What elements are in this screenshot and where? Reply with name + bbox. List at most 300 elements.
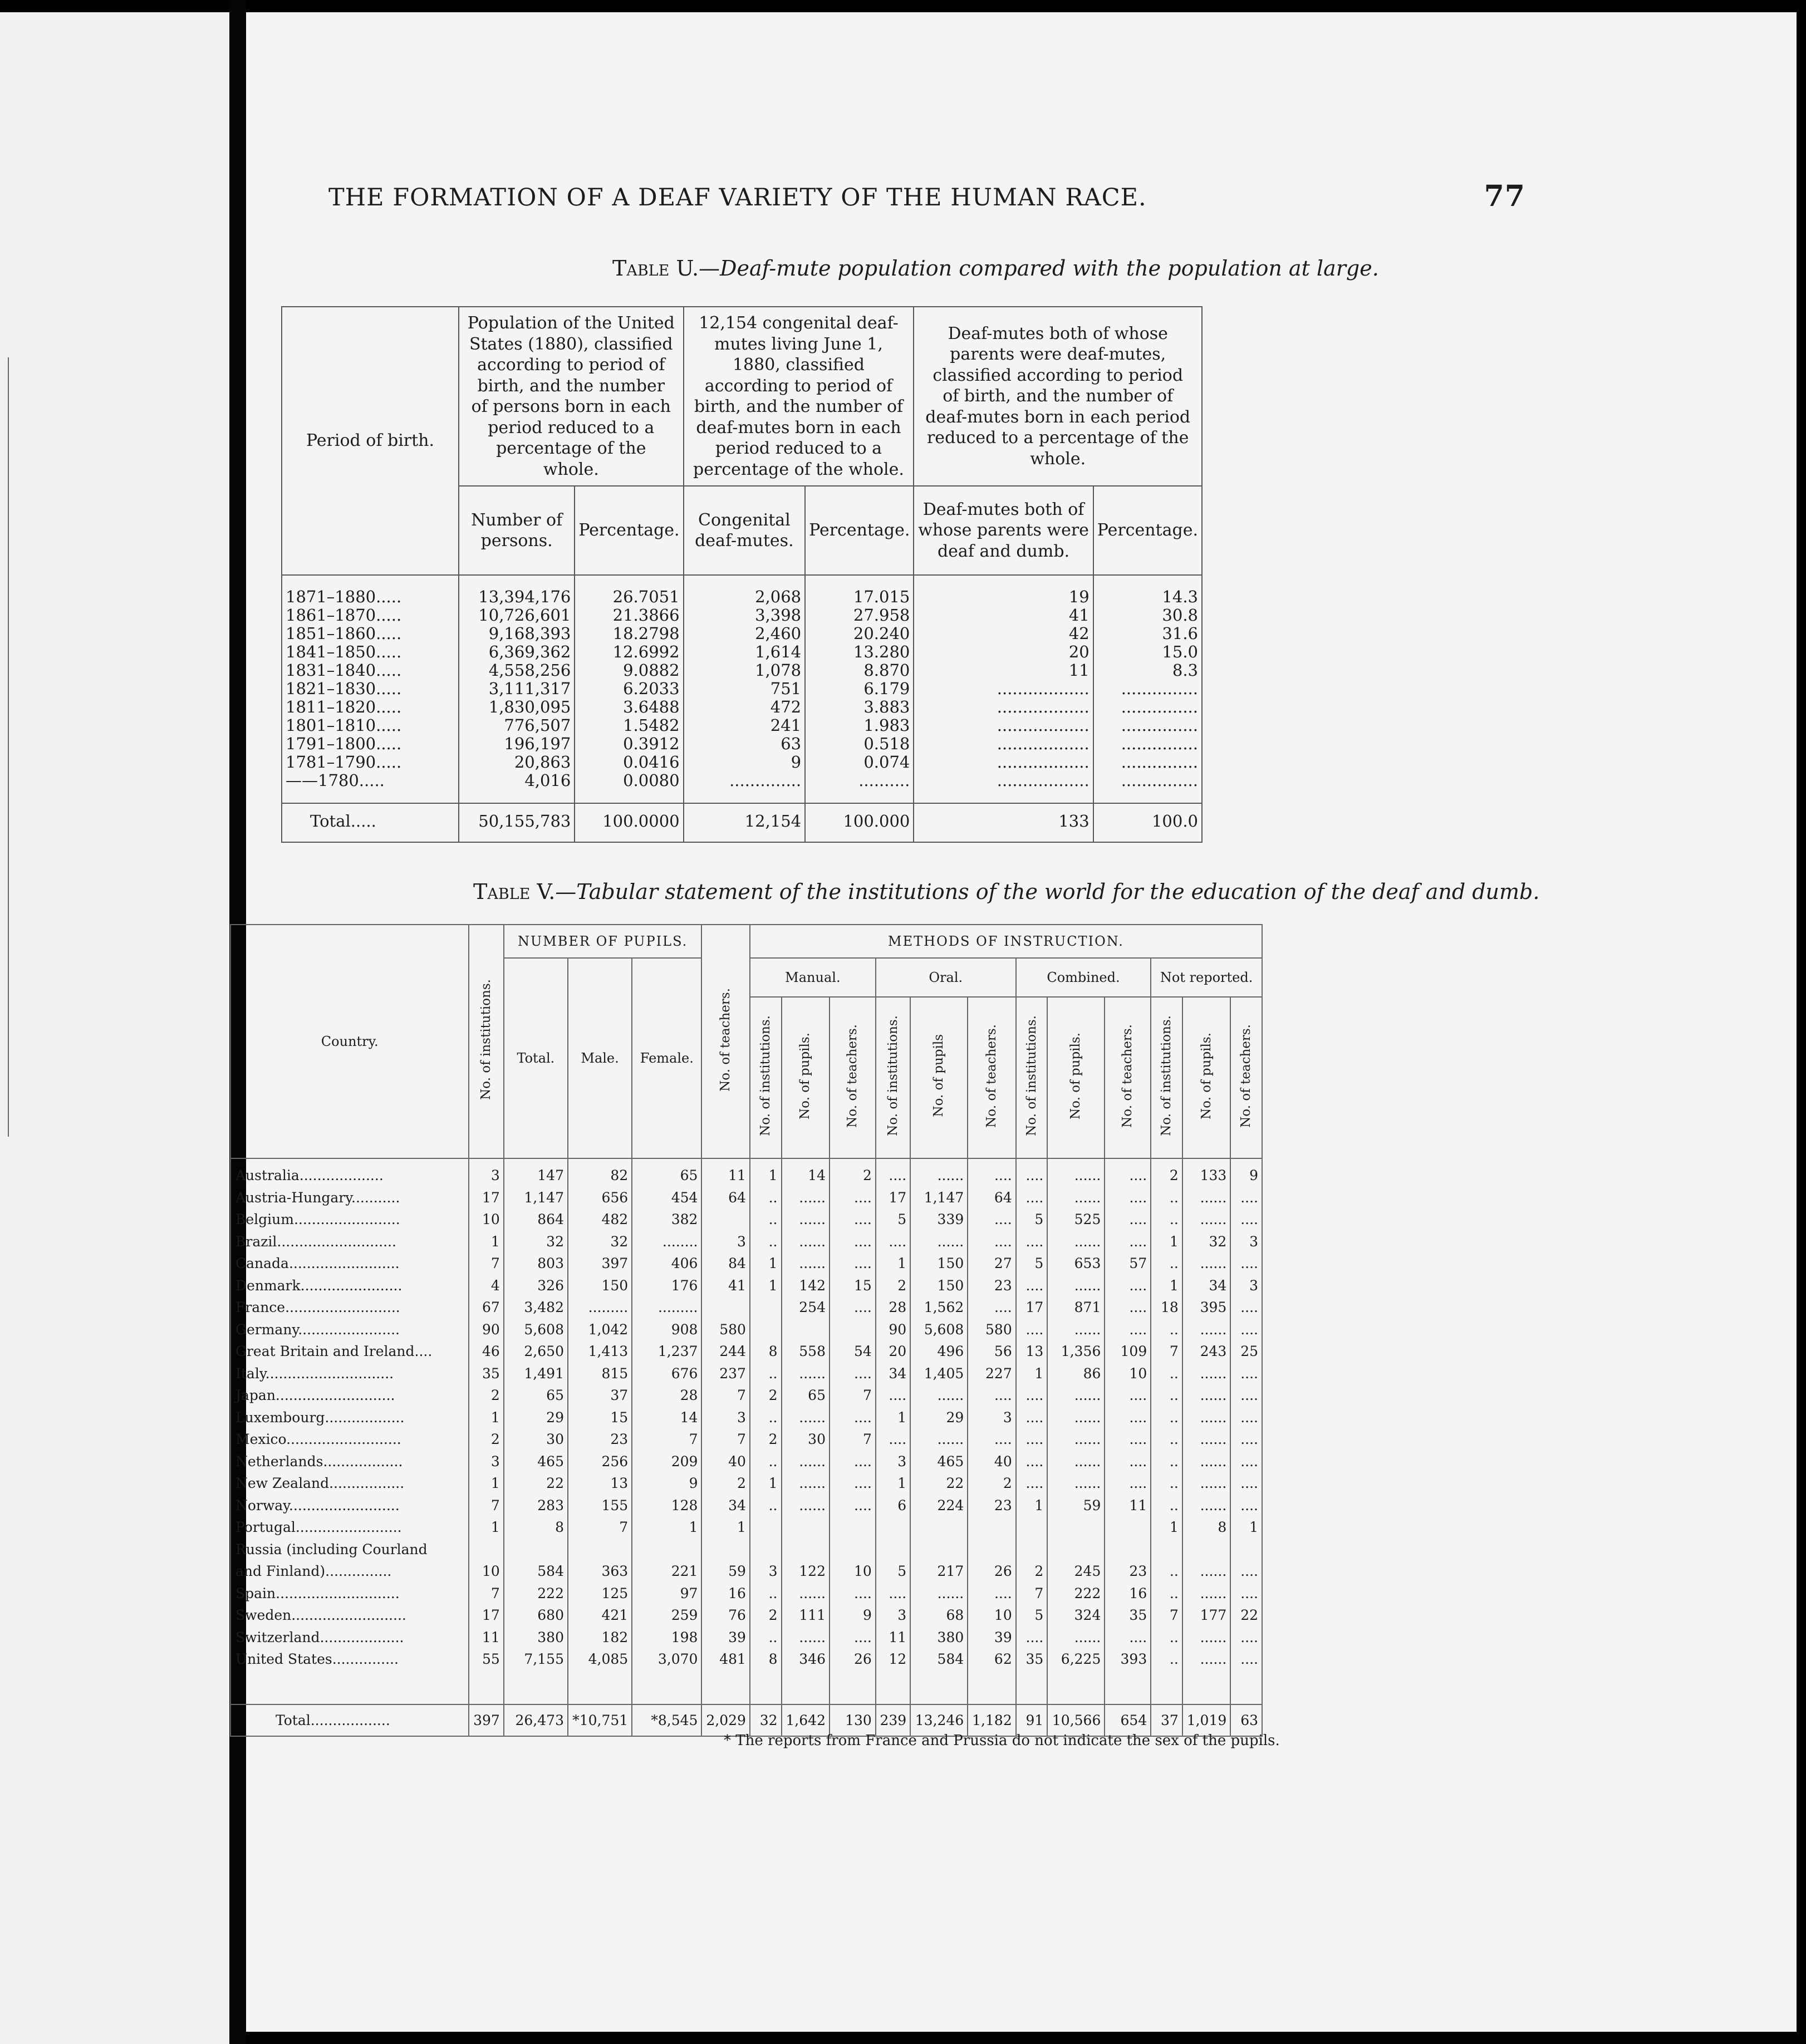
table-v-cell: .... <box>1129 1431 1147 1447</box>
table-v-cell: 147 <box>537 1167 564 1183</box>
table-v-label: Table V. <box>473 879 556 904</box>
table-v-cell: .... <box>1129 1189 1147 1206</box>
table-u-cell: 20,863 <box>514 753 571 772</box>
table-v-cell: .... <box>1129 1453 1147 1470</box>
table-v-cell: 1 <box>768 1167 778 1183</box>
table-v-cell: .... <box>1025 1431 1044 1447</box>
table-u-cell: 1871–1880..... <box>286 587 402 606</box>
nr-pupils-column <box>1182 1158 1230 1704</box>
table-v-cell: 1,405 <box>924 1365 964 1382</box>
table-u-cell: 241 <box>770 716 802 735</box>
table-v-cell: 15 <box>610 1409 629 1426</box>
table-u-cell: 1831–1840..... <box>286 661 402 680</box>
table-v-cell: 7 <box>862 1387 872 1403</box>
table-v-cell: New Zealand................. <box>235 1475 405 1491</box>
table-v-cell: 41 <box>728 1277 746 1294</box>
table-v-cell <box>971 1516 1012 1539</box>
table-v-cell: ...... <box>1200 1453 1227 1470</box>
table-u-cell: 4,558,256 <box>488 661 571 680</box>
table-v-cell: .. <box>1169 1475 1179 1491</box>
page-number: 77 <box>1484 179 1525 213</box>
table-v-cell: .... <box>1025 1409 1044 1426</box>
table-v-cell: 653 <box>1074 1255 1101 1271</box>
table-v-cell: .. <box>768 1211 778 1227</box>
table-v-cell: 254 <box>799 1299 826 1315</box>
table-v-cell: ...... <box>1074 1387 1101 1403</box>
table-v-cell: 9 <box>862 1607 872 1623</box>
v-total-man-inst: 32 <box>750 1704 782 1736</box>
table-v-cell: .. <box>1169 1585 1179 1601</box>
footnote: * The reports from France and Prussia do not indicate the sex of the pupils. <box>724 1732 1280 1749</box>
table-v-cell: .... <box>1240 1321 1258 1338</box>
table-v-cell <box>833 1539 872 1561</box>
table-v-cell: 2,650 <box>524 1343 564 1359</box>
table-u-cell: 9.0882 <box>623 661 680 680</box>
table-v-cell: 7 <box>619 1519 629 1535</box>
table-v-cell: 803 <box>537 1255 564 1271</box>
table-v-cell: 465 <box>537 1453 564 1470</box>
table-v-cell: 65 <box>546 1387 564 1403</box>
table-u-cell: ............... <box>1121 716 1198 735</box>
table-v-cell: 6,225 <box>1061 1651 1101 1667</box>
table-v-cell <box>1020 1516 1044 1539</box>
table-v-cell: 481 <box>719 1651 746 1667</box>
table-v-cell: .... <box>1025 1189 1044 1206</box>
table-v-cell: .. <box>1169 1651 1179 1667</box>
table-v-cell: 2 <box>1169 1167 1179 1183</box>
table-v-cell: 3 <box>1249 1277 1258 1294</box>
table-u-cell: 776,507 <box>504 716 571 735</box>
table-v-cell: .. <box>1169 1189 1179 1206</box>
table-v-cell: 465 <box>937 1453 964 1470</box>
table-v-cell: .... <box>1240 1563 1258 1579</box>
table-v-cell: ...... <box>1200 1321 1227 1338</box>
table-v-cell: .... <box>854 1233 872 1250</box>
table-v-cell: 29 <box>946 1409 964 1426</box>
table-v-cell: 57 <box>1129 1255 1147 1271</box>
table-v-cell: 1 <box>490 1233 500 1250</box>
v-total-teachers: 2,029 <box>701 1704 749 1736</box>
v-total-nr-inst: 37 <box>1151 1704 1182 1736</box>
table-v-cell: 5 <box>897 1563 907 1579</box>
table-v-cell: Great Britain and Ireland.... <box>235 1343 433 1359</box>
table-v-cell: 67 <box>482 1299 500 1315</box>
table-v-cell: 5,608 <box>924 1321 964 1338</box>
table-v-cell: 584 <box>537 1563 564 1579</box>
sub-percentage-3: Percentage. <box>1093 486 1202 575</box>
table-v-cell: 9 <box>689 1475 698 1491</box>
table-v-cell: ...... <box>937 1233 964 1250</box>
table-u-cell: 0.518 <box>863 734 910 753</box>
table-v-cell: Russia (including Courland <box>235 1541 428 1557</box>
table-v-cell: ...... <box>1200 1365 1227 1382</box>
table-v-cell: .... <box>854 1409 872 1426</box>
oral-pupils-header: No. of pupils <box>910 997 968 1158</box>
table-v-cell: .... <box>1240 1387 1258 1403</box>
table-v-cell: 23 <box>1129 1563 1147 1579</box>
table-v-cell: 7 <box>737 1431 746 1447</box>
table-v-cell: .... <box>1025 1167 1044 1183</box>
table-v-cell: 1,042 <box>588 1321 629 1338</box>
manual-pupils-column <box>782 1158 830 1704</box>
table-v-cell <box>914 1516 964 1539</box>
table-v-cell: 32 <box>610 1233 629 1250</box>
table-v-cell: Norway......................... <box>235 1497 400 1514</box>
table-v-cell: .... <box>1240 1299 1258 1315</box>
table-v-cell: ...... <box>1074 1277 1101 1294</box>
table-v-cell: 283 <box>537 1497 564 1514</box>
table-v-cell: 1 <box>737 1519 746 1535</box>
manual-teachers-column <box>830 1158 876 1704</box>
table-v-cell: 23 <box>994 1277 1012 1294</box>
table-v-cell: 5 <box>1034 1607 1044 1623</box>
table-u-cell: 19 <box>1068 587 1090 606</box>
table-v-cell: 1 <box>1169 1519 1179 1535</box>
table-v-cell: ...... <box>1200 1409 1227 1426</box>
table-v-cell: 2 <box>768 1607 778 1623</box>
table-v-cell: .... <box>854 1585 872 1601</box>
table-v-cell: 18 <box>1161 1299 1179 1315</box>
table-v-cell: 259 <box>671 1607 698 1623</box>
table-v-cell: 8 <box>555 1519 564 1535</box>
table-v-cell: 5 <box>897 1211 907 1227</box>
pupils-group-header: NUMBER OF PUPILS. <box>504 925 702 958</box>
table-v-cell: 56 <box>994 1343 1012 1359</box>
table-v-cell: .... <box>1129 1277 1147 1294</box>
sub-deaf-parents: Deaf-mutes both of whose parents were deaf and dumb. <box>914 486 1093 575</box>
table-v-cell: .. <box>1169 1563 1179 1579</box>
table-u-cell: 30.8 <box>1162 606 1198 625</box>
combined-pupils-column <box>1047 1158 1105 1704</box>
table-v-cell: 2 <box>768 1431 778 1447</box>
table-u-cell: 751 <box>770 679 802 698</box>
table-v-cell: 7 <box>1169 1607 1179 1623</box>
nr-teachers-header: No. of teachers. <box>1230 997 1262 1158</box>
table-v-cell: Italy............................. <box>235 1365 394 1382</box>
table-v-cell: 28 <box>889 1299 907 1315</box>
table-v-cell: 217 <box>937 1563 964 1579</box>
table-v-cell: 3 <box>897 1453 907 1470</box>
table-v-cell: 1 <box>897 1409 907 1426</box>
table-v-cell: .... <box>889 1387 907 1403</box>
facing-page <box>0 12 229 2044</box>
table-v-cell: .... <box>1129 1409 1147 1426</box>
table-u-cell: 3,398 <box>755 606 802 625</box>
table-u-cell: 0.3912 <box>623 734 680 753</box>
table-v-cell: .... <box>1240 1651 1258 1667</box>
table-u-cell: ............... <box>1121 734 1198 753</box>
cpct-column <box>805 575 914 803</box>
table-v-cell <box>914 1539 964 1561</box>
table-v-cell: 676 <box>671 1365 698 1382</box>
table-u-cell: 3.6488 <box>623 697 680 716</box>
table-v-cell: ......... <box>657 1299 698 1315</box>
v-total-nr-teachers: 63 <box>1230 1704 1262 1736</box>
table-v-cell: .... <box>854 1497 872 1514</box>
table-v-cell <box>636 1539 698 1561</box>
manual-inst-column <box>750 1158 782 1704</box>
table-v-cell: 22 <box>1240 1607 1258 1623</box>
table-v-cell: ...... <box>1200 1475 1227 1491</box>
table-v-cell: 3 <box>737 1233 746 1250</box>
table-v-cell: 326 <box>537 1277 564 1294</box>
table-v-cell: 27 <box>994 1255 1012 1271</box>
table-v-cell: 29 <box>546 1409 564 1426</box>
table-v-cell: 97 <box>680 1585 698 1601</box>
table-v-cell: 34 <box>728 1497 746 1514</box>
sub-percentage-2: Percentage. <box>805 486 914 575</box>
table-v-cell: Canada......................... <box>235 1255 400 1271</box>
table-v-cell: Portugal........................ <box>235 1519 402 1535</box>
table-u-cell: 17.015 <box>853 587 910 606</box>
female-header: Female. <box>632 958 701 1158</box>
table-v-cell: ...... <box>937 1387 964 1403</box>
teachers-column <box>701 1158 749 1704</box>
table-v-cell: 12 <box>889 1651 907 1667</box>
table-u-cell: 8.3 <box>1172 661 1198 680</box>
table-v-cell: ...... <box>1200 1189 1227 1206</box>
table-v-cell: Luxembourg.................. <box>235 1409 405 1426</box>
table-v-cell: .. <box>768 1365 778 1382</box>
table-v-cell: 222 <box>537 1585 564 1601</box>
table-v-cell: 1 <box>1169 1233 1179 1250</box>
table-v-cell: 496 <box>937 1343 964 1359</box>
table-v-cell: 7 <box>1034 1585 1044 1601</box>
table-v-cell <box>833 1516 872 1539</box>
table-v-cell: .... <box>854 1629 872 1645</box>
table-u-cell: 63 <box>781 734 802 753</box>
table-v-cell: 580 <box>719 1321 746 1338</box>
table-v-cell: 122 <box>799 1563 826 1579</box>
table-v-cell: 1,147 <box>524 1189 564 1206</box>
table-v-cell: 9 <box>1249 1167 1258 1183</box>
table-v-cell: 25 <box>1240 1343 1258 1359</box>
table-v-cell: 380 <box>937 1629 964 1645</box>
table-v-cell: 176 <box>671 1277 698 1294</box>
period-header: Period of birth. <box>282 307 459 575</box>
table-u-cell: 6.2033 <box>623 679 680 698</box>
table-u-cell: 2,068 <box>755 587 802 606</box>
table-v-cell: .... <box>1025 1453 1044 1470</box>
total-deaf-parents: 133 <box>914 803 1093 842</box>
table-v-cell: .. <box>1169 1321 1179 1338</box>
group2-header: 12,154 congenital deaf-mutes living June 1, 1880, classified according to period of birth, and the number of deaf-mutes born in each period reduced to a percentage of the whole. <box>684 307 914 486</box>
table-v-cell: 35 <box>1025 1651 1044 1667</box>
table-v-cell: 16 <box>728 1585 746 1601</box>
table-v-cell: 8 <box>1218 1519 1227 1535</box>
table-v-cell: 32 <box>546 1233 564 1250</box>
table-u-cell: 13,394,176 <box>478 587 571 606</box>
table-v-cell: 5,608 <box>524 1321 564 1338</box>
table-v-cell: ...... <box>799 1189 826 1206</box>
table-v-cell: .... <box>1025 1321 1044 1338</box>
v-total-comb-pupils: 10,566 <box>1047 1704 1105 1736</box>
table-v-cell: 10 <box>994 1607 1012 1623</box>
table-v-cell: .... <box>994 1211 1012 1227</box>
table-v-cell: 1,491 <box>524 1365 564 1382</box>
manual-header: Manual. <box>750 958 876 997</box>
table-v-cell <box>754 1296 778 1319</box>
table-v-cell: 7 <box>1169 1343 1179 1359</box>
table-v-cell: 26 <box>854 1651 872 1667</box>
table-v-cell: 39 <box>728 1629 746 1645</box>
table-v-cell: ...... <box>1074 1629 1101 1645</box>
v-total-female: *8,545 <box>632 1704 701 1736</box>
table-v-cell: 34 <box>1209 1277 1227 1294</box>
table-v-cell: 209 <box>671 1453 698 1470</box>
table-u-cell: 21.3866 <box>612 606 680 625</box>
table-v-cell: 8 <box>768 1651 778 1667</box>
table-v-cell: Austria-Hungary........... <box>235 1189 400 1206</box>
table-v-cell: 26 <box>994 1563 1012 1579</box>
table-v-cell: 90 <box>889 1321 907 1338</box>
table-v-cell: 59 <box>728 1563 746 1579</box>
table-v-cell: 1,237 <box>657 1343 698 1359</box>
table-v-cell: 40 <box>994 1453 1012 1470</box>
table-v-cell: 3 <box>737 1409 746 1426</box>
table-v-cell: .... <box>854 1365 872 1382</box>
institutions-column <box>469 1158 503 1704</box>
table-v-cell: .... <box>1240 1365 1258 1382</box>
table-v-cell: ...... <box>1074 1475 1101 1491</box>
table-v-cell: 1,413 <box>588 1343 629 1359</box>
facing-page-edge <box>0 357 9 1137</box>
table-v-cell: 46 <box>482 1343 500 1359</box>
combined-inst-header: No. of institutions. <box>1016 997 1048 1158</box>
table-u-cell: 31.6 <box>1162 624 1198 643</box>
manual-teachers-header: No. of teachers. <box>830 997 876 1158</box>
table-v-cell: 11 <box>1129 1497 1147 1514</box>
table-v-cell: 7 <box>490 1255 500 1271</box>
table-v-cell: 395 <box>1200 1299 1227 1315</box>
table-u-cell: ............... <box>1121 679 1198 698</box>
table-v-cell: ...... <box>799 1475 826 1491</box>
table-v-cell: 13 <box>610 1475 629 1491</box>
table-u-cell: 42 <box>1068 624 1090 643</box>
table-v-caption-text: —Tabular statement of the institutions of the world for the education of the deaf and dumb. <box>555 879 1540 904</box>
male-header: Male. <box>568 958 632 1158</box>
table-u-cell: 3,111,317 <box>488 679 571 698</box>
table-v-cell: 3 <box>490 1453 500 1470</box>
oral-inst-header: No. of institutions. <box>876 997 910 1158</box>
table-v-cell: ...... <box>937 1585 964 1601</box>
table-u-cell: 15.0 <box>1162 642 1198 661</box>
running-header <box>328 179 1525 213</box>
table-u-cell: 6.179 <box>863 679 910 698</box>
table-u <box>281 306 1203 843</box>
table-v-cell: 32 <box>1209 1233 1227 1250</box>
table-v-cell: 1 <box>768 1475 778 1491</box>
combined-inst-column <box>1016 1158 1048 1704</box>
table-v-cell: 109 <box>1120 1343 1147 1359</box>
table-v-cell <box>705 1539 745 1561</box>
table-v-cell: .... <box>1240 1409 1258 1426</box>
table-v-cell: 380 <box>537 1629 564 1645</box>
table-v-cell: 11 <box>482 1629 500 1645</box>
table-v-cell: 224 <box>937 1497 964 1514</box>
table-v-cell: 128 <box>671 1497 698 1514</box>
table-v-cell: ...... <box>1074 1409 1101 1426</box>
nr-inst-header: No. of institutions. <box>1151 997 1182 1158</box>
table-v-cell <box>971 1539 1012 1561</box>
table-u-cell: 8.870 <box>863 661 910 680</box>
table-v-cell: 3 <box>1249 1233 1258 1250</box>
table-u-cell: ............... <box>1121 771 1198 790</box>
table-v-cell: .. <box>1169 1365 1179 1382</box>
table-u-cell: 9 <box>791 753 802 772</box>
table-v-cell: 23 <box>610 1431 629 1447</box>
table-u-cell: .............. <box>729 771 802 790</box>
oral-teachers-column <box>968 1158 1015 1704</box>
table-v-cell <box>1051 1516 1101 1539</box>
table-v-cell: 421 <box>601 1607 629 1623</box>
table-v-cell: 382 <box>671 1211 698 1227</box>
table-v-cell: 3 <box>1003 1409 1012 1426</box>
table-u-cell: 4,016 <box>524 771 571 790</box>
table-v-cell: 1 <box>897 1255 907 1271</box>
table-v-cell: ...... <box>1200 1497 1227 1514</box>
table-v-cell: 14 <box>808 1167 826 1183</box>
table-v-cell <box>1020 1539 1044 1561</box>
nr-teachers-column <box>1230 1158 1262 1704</box>
sub-persons: Number of persons. <box>459 486 575 575</box>
country-header: Country. <box>230 925 469 1158</box>
table-u-cell: 1841–1850..... <box>286 642 402 661</box>
table-v-cell: ........ <box>662 1233 698 1250</box>
table-v-cell: .... <box>854 1255 872 1271</box>
table-v-cell: .... <box>1129 1387 1147 1403</box>
table-v-cell: Mexico.......................... <box>235 1431 401 1447</box>
table-u-cell: 6,369,362 <box>488 642 571 661</box>
table-v-cell: .. <box>1169 1431 1179 1447</box>
table-v-cell: 363 <box>601 1563 629 1579</box>
table-u-cell: 1851–1860..... <box>286 624 402 643</box>
table-v-cell: .. <box>1169 1211 1179 1227</box>
table-v-cell: .... <box>1129 1167 1147 1183</box>
table-v-cell: .. <box>1169 1497 1179 1514</box>
table-v-cell: 339 <box>937 1211 964 1227</box>
persons-column <box>459 575 575 803</box>
table-v-cell: .... <box>1025 1233 1044 1250</box>
table-v-cell: .... <box>1129 1211 1147 1227</box>
table-v-cell: 15 <box>854 1277 872 1294</box>
table-v-cell: 1 <box>1169 1277 1179 1294</box>
v-total-oral-inst: 239 <box>876 1704 910 1736</box>
table-u-cell: ——1780..... <box>286 771 385 790</box>
table-v-cell: .. <box>768 1233 778 1250</box>
table-v-cell: 7 <box>490 1585 500 1601</box>
table-v-cell: .... <box>889 1167 907 1183</box>
table-u-cell: 27.958 <box>853 606 910 625</box>
table-v-cell: 17 <box>482 1189 500 1206</box>
table-v-cell: ...... <box>1200 1211 1227 1227</box>
table-v-cell <box>473 1539 499 1561</box>
table-v-cell: 256 <box>601 1453 629 1470</box>
period-column <box>282 575 459 803</box>
table-v-cell: 7 <box>490 1497 500 1514</box>
v-total-pupils: 26,473 <box>504 1704 568 1736</box>
table-v-cell <box>880 1539 906 1561</box>
table-u-cell: 1,614 <box>755 642 802 661</box>
table-u-cell: 0.0416 <box>623 753 680 772</box>
table-v-cell: 1 <box>1034 1365 1044 1382</box>
table-v-cell: 7,155 <box>524 1651 564 1667</box>
combined-header: Combined. <box>1016 958 1151 997</box>
teachers-header: No. of teachers. <box>701 925 749 1158</box>
table-v-cell: .... <box>1240 1211 1258 1227</box>
table-v-cell: 22 <box>946 1475 964 1491</box>
v-total-male: *10,751 <box>568 1704 632 1736</box>
